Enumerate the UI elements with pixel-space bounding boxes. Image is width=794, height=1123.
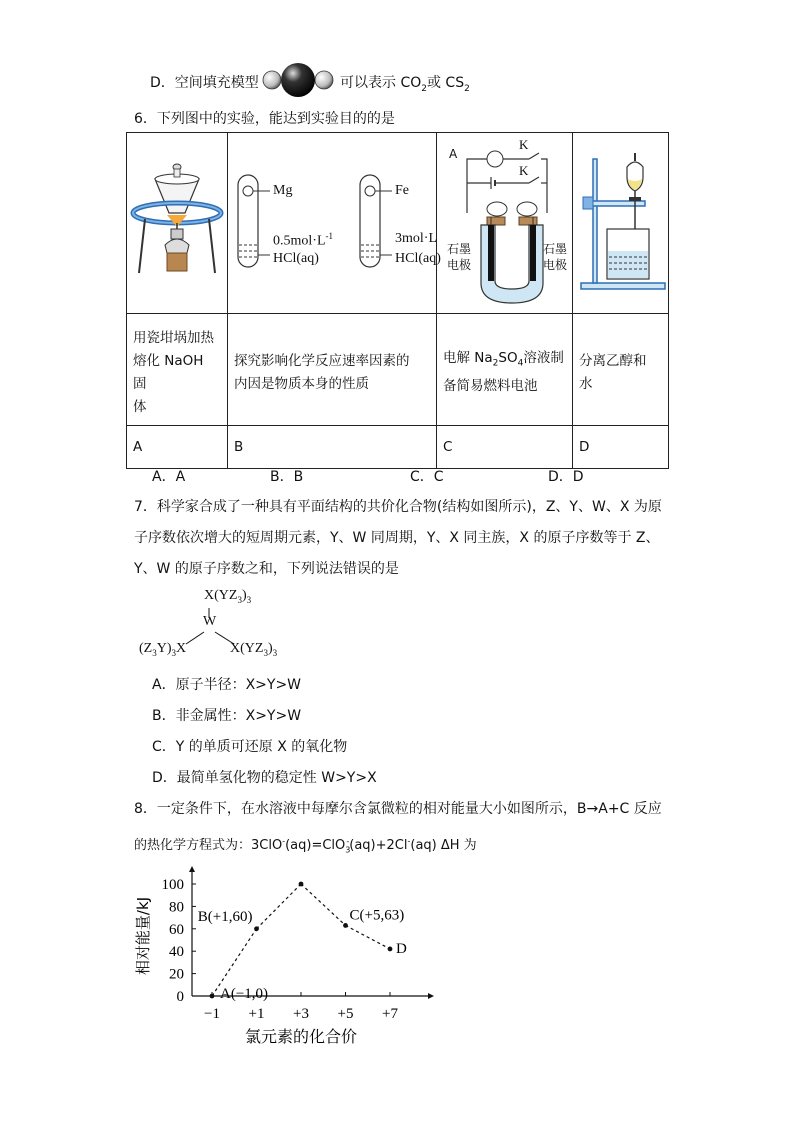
q6-option-b: B．B <box>270 469 304 485</box>
y-tick-label: 20 <box>169 966 184 983</box>
structure-center: W <box>203 614 217 629</box>
desc-c-pre: 电解 Na <box>443 349 493 366</box>
point-label: B(+1,60) <box>197 908 253 925</box>
x-tick-label: +3 <box>293 1006 309 1022</box>
desc-c-mid: SO <box>498 349 518 366</box>
q6-option-a: A．A <box>152 469 186 485</box>
structure-right-sub2: 3 <box>272 647 278 658</box>
structure-top-sub2: 3 <box>246 594 252 605</box>
structure-left <box>139 641 186 658</box>
q6-option-d: D．D <box>548 469 584 485</box>
data-point <box>254 926 259 931</box>
q6-option-c: C．C <box>410 469 444 485</box>
q5-option-d-suffix <box>340 72 470 94</box>
series-segment <box>346 925 391 949</box>
desc-c-line1 <box>443 347 566 376</box>
data-point <box>343 923 348 928</box>
tube-a-conc-exp: -1 <box>325 231 333 241</box>
data-point <box>388 947 393 952</box>
x-tick-label: +7 <box>382 1006 398 1022</box>
q5-mid-text: 或 CS <box>426 75 465 91</box>
tube-a-metal: Mg <box>273 183 293 198</box>
structure-left-sub2: 3 <box>171 647 176 658</box>
structure-top-end: ) <box>241 588 247 603</box>
desc-a-line1: 用瓷坩埚加热 <box>133 329 214 346</box>
structure-top-text: X(YZ <box>204 588 238 603</box>
switch-label-1: K <box>519 137 529 152</box>
cell-image-b <box>228 133 441 314</box>
ammeter-label: A <box>449 147 458 161</box>
label-d: D <box>573 426 669 469</box>
q5-suffix-text: 可以表示 CO <box>340 75 422 91</box>
q8-l2-mid2: (aq)+2Cl <box>349 838 408 853</box>
electrode-left-line2: 电极 <box>447 258 472 272</box>
cell-image-c <box>437 133 573 314</box>
q7-option-c: C．Y 的单质可还原 X 的氧化物 <box>152 739 348 755</box>
y-tick-label: 60 <box>169 921 184 938</box>
q8-stem-line1: 8．一定条件下，在水溶液中每摩尔含氯微粒的相对能量大小如图所示，B→A+C 反应 <box>134 801 662 817</box>
data-point <box>210 994 215 999</box>
desc-b-line2: 内因是物质本身的性质 <box>234 375 369 392</box>
structure-right-end: ) <box>267 641 273 656</box>
q7-option-d: D．最简单氢化物的稳定性 W>Y>X <box>152 770 377 786</box>
y-tick-label: 40 <box>169 944 184 961</box>
desc-c-line2: 备简易燃料电池 <box>443 378 538 395</box>
tube-a-acid: HCl(aq) <box>273 251 319 266</box>
desc-a <box>127 314 228 426</box>
structure-left-end: X <box>176 641 187 656</box>
x-tick-label: −1 <box>204 1006 220 1022</box>
x-axis-label: 氯元素的化合价 <box>244 1027 358 1046</box>
label-a: A <box>127 426 228 469</box>
tube-a-conc-text: 0.5mol·L <box>273 233 326 249</box>
cell-image-d <box>573 133 669 314</box>
q8-l2-pre: 的热化学方程式为：3ClO <box>134 838 283 853</box>
structure-left-sub: 3 <box>152 647 157 658</box>
q5-option-d <box>150 72 259 92</box>
label-b: B <box>228 426 437 469</box>
cell-image-a <box>127 133 228 314</box>
space-filling-model-icon <box>262 62 334 98</box>
structure-left-text: (Z <box>139 641 153 656</box>
point-label: C(+5,63) <box>349 907 405 924</box>
tube-b-acid: HCl(aq) <box>395 251 441 266</box>
desc-c-sub1: 2 <box>492 358 499 369</box>
desc-d-line1: 分离乙醇和 <box>579 352 647 369</box>
tube-a-conc <box>273 231 333 250</box>
q7-option-a: A．原子半径：X>Y>W <box>152 677 302 693</box>
desc-d-line2: 水 <box>579 375 593 392</box>
test-tubes-icon <box>228 133 441 309</box>
electrode-right-label <box>543 241 567 273</box>
desc-c <box>437 314 573 426</box>
x-tick-label: +1 <box>248 1006 265 1022</box>
desc-a-line3: 体 <box>133 398 147 415</box>
y-axis-label: 相对能量/kJ <box>134 896 152 976</box>
electrolysis-apparatus-icon <box>437 133 572 309</box>
desc-a-line2: 熔化 NaOH 固 <box>133 352 204 392</box>
q8-l2-sup2: - <box>346 836 350 846</box>
desc-d <box>573 314 669 426</box>
desc-b <box>228 314 437 426</box>
q7-stem-line2: 子序数依次增大的短周期元素，Y、W 同周期，Y、X 同主族，X 的原子序数等于 Z、 <box>134 530 660 546</box>
data-point <box>299 882 304 887</box>
q6-experiment-table <box>126 132 669 469</box>
series-segment <box>301 884 346 925</box>
q5-sub2: 2 <box>464 83 470 94</box>
q7-stem-line1: 7．科学家合成了一种具有平面结构的共价化合物(结构如图所示)，Z、Y、W、X 为原 <box>134 499 662 515</box>
x-tick-label: +5 <box>337 1006 354 1022</box>
series-segment <box>257 884 302 929</box>
desc-c-post: 溶液制 <box>523 349 564 366</box>
switch-label-2: K <box>519 163 529 178</box>
q7-stem-line3: Y、W 的原子序数之和，下列说法错误的是 <box>134 561 399 577</box>
y-tick-label: 100 <box>161 877 184 893</box>
q8-l2-sup1: - <box>282 836 286 846</box>
energy-chart <box>128 866 438 1056</box>
q8-l2-sub: 3 <box>345 845 351 855</box>
structure-right-text: X(YZ <box>230 641 264 656</box>
tube-b-conc: 3mol·L <box>395 231 437 246</box>
desc-b-line1: 探究影响化学反应速率因素的 <box>234 352 410 369</box>
desc-c-sub2: 4 <box>517 358 524 369</box>
structure-right <box>230 641 277 658</box>
y-tick-label: 0 <box>176 989 184 1005</box>
point-label: A(−1,0) <box>220 986 269 1002</box>
electrode-right-line1: 石墨 <box>543 242 568 256</box>
structure-left-mid: Y) <box>156 641 172 656</box>
y-axis-arrow <box>189 866 195 872</box>
tube-b-metal: Fe <box>395 183 409 198</box>
q7-option-b: B．非金属性：X>Y>W <box>152 708 302 724</box>
q6-stem: 6．下列图中的实验，能达到实验目的的是 <box>134 111 395 127</box>
q8-l2-post: (aq) ΔH 为 <box>410 838 477 853</box>
q8-stem-line2 <box>134 834 477 855</box>
q8-l2-mid1: (aq)=ClO <box>285 838 346 853</box>
q5-option-d-prefix: D．空间填充模型 <box>150 75 259 91</box>
electrode-left-line1: 石墨 <box>447 242 472 256</box>
q5-sub1: 2 <box>421 83 427 94</box>
crucible-heating-icon <box>127 133 227 309</box>
electrode-right-line2: 电极 <box>543 258 568 272</box>
label-c: C <box>437 426 573 469</box>
y-tick-label: 80 <box>169 899 184 916</box>
q8-l2-sup3: - <box>407 836 411 846</box>
point-label: D <box>396 940 407 957</box>
structure-right-sub: 3 <box>263 647 268 658</box>
structure-top-sub: 3 <box>237 594 242 605</box>
x-axis-arrow <box>428 993 434 999</box>
separatory-funnel-icon <box>573 133 668 309</box>
electrode-left-label <box>447 241 471 273</box>
